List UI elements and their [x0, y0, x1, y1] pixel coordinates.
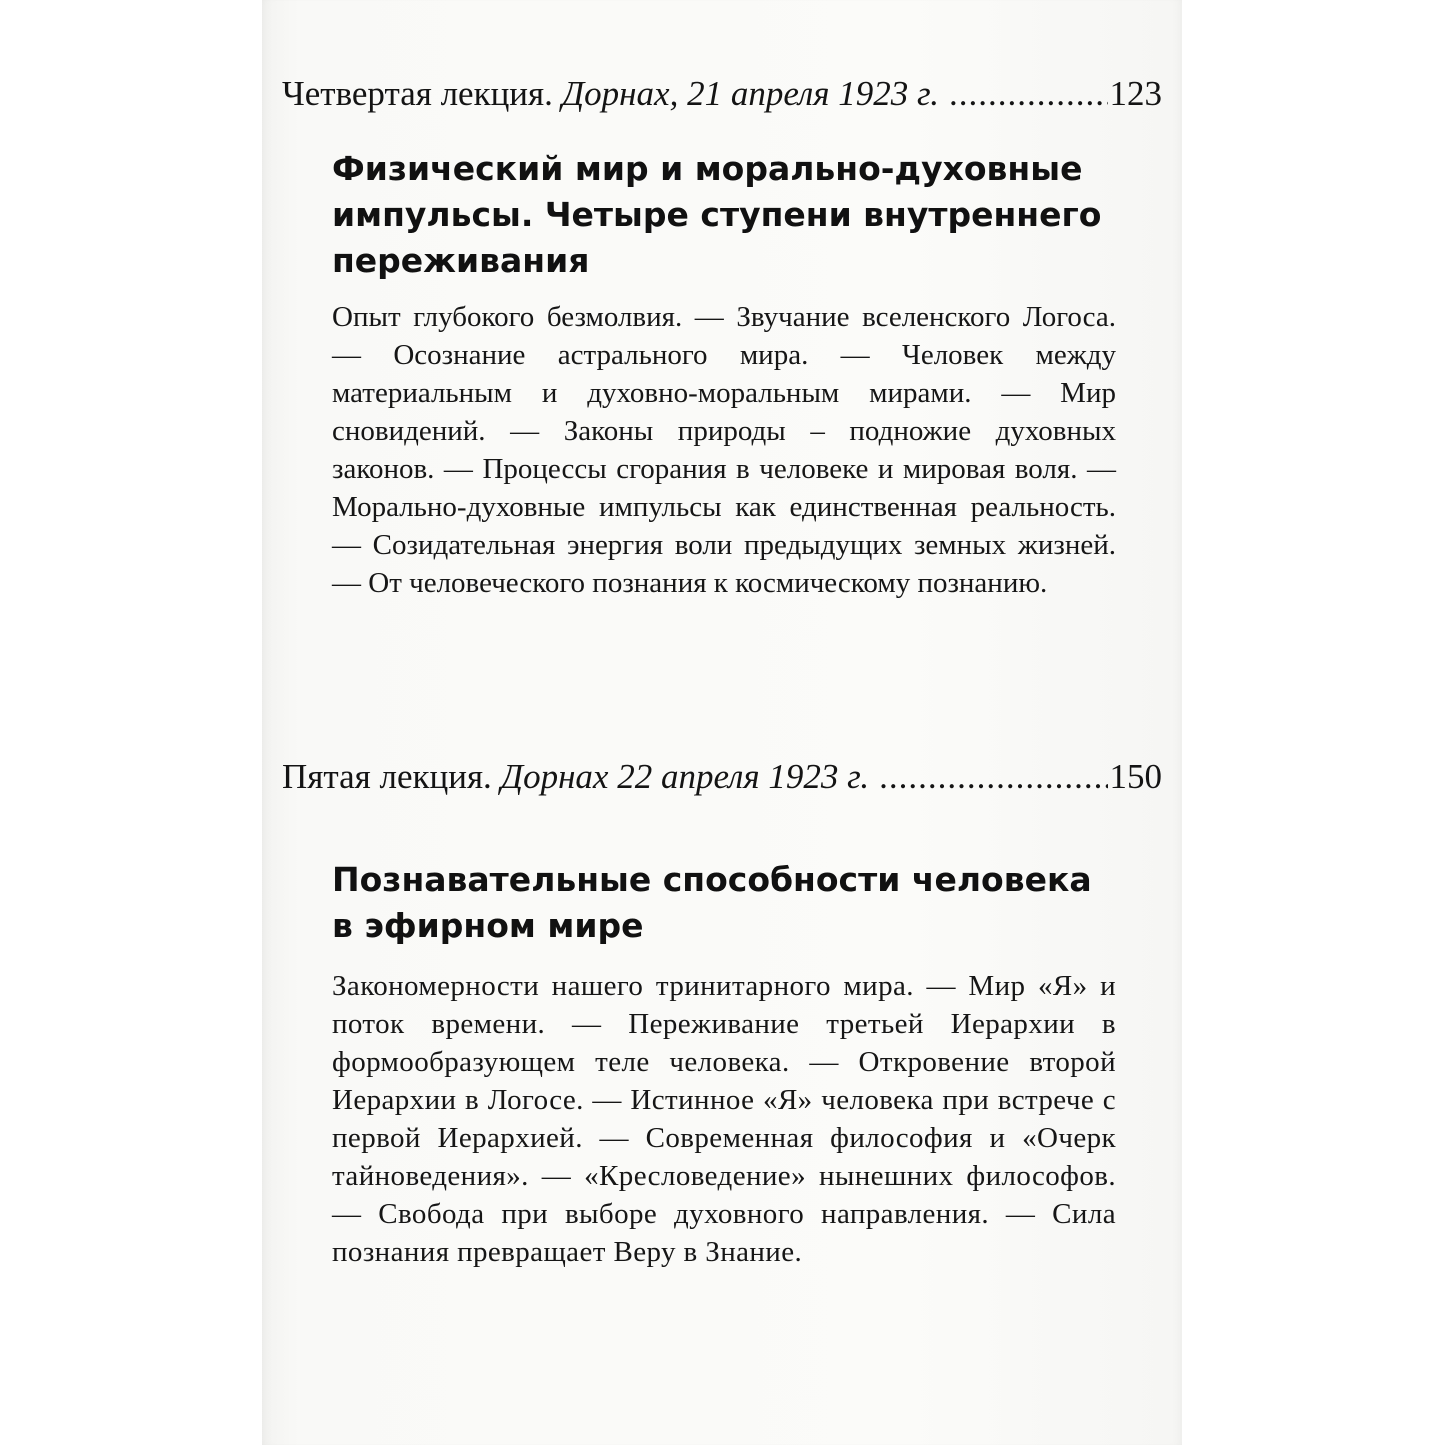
dot-leader [879, 757, 1107, 797]
toc-entry-heading [282, 74, 1162, 114]
lecture-place-date: Дорнах 22 апреля 1923 г. [500, 757, 870, 796]
toc-entry-heading [282, 757, 1162, 797]
lecture-place-date: Дорнах, 21 апреля 1923 г. [561, 74, 939, 113]
page-number: 150 [1109, 757, 1162, 796]
book-page [262, 0, 1182, 1445]
dot-leader [949, 74, 1108, 114]
lecture-label: Пятая лекция. [282, 757, 492, 796]
lecture-title: Физический мир и морально-духовные импульсы. Четыре ступени внутреннего переживания [332, 149, 1102, 280]
lecture-summary: Закономерности нашего тринитарного мира. — Мир «Я» и поток времени. — Переживание третьей Иерархии в формообразующем теле человека. — Откровение второй Иерархии в Логосе. — Истинное «Я» человека при встрече с первой Иерархией. — Современная философия и «Очерк тайноведения». — «Кресловедение» нынешних философов. — Свобода при выборе духовного направления. — Сила познания превращает Веру в Знание. [332, 970, 1116, 1268]
lecture-title: Познавательные способности человека в эфирном мире [332, 860, 1092, 945]
lecture-summary: Опыт глубокого безмолвия. — Звучание вселенского Логоса. — Осознание астрального мира. — Человек между материальным и духовно-моральным мирами. — Мир сновидений. — Законы природы – подножие духовных законов. — Процессы сгорания в человеке и мировая воля. — Морально-духовные импульсы как единственная реальность. — Созидательная энергия воли предыдущих земных жизней. — От человеческого познания к космическому познанию. [332, 301, 1116, 599]
page-number: 123 [1109, 74, 1162, 113]
lecture-label: Четвертая лекция. [282, 74, 553, 113]
